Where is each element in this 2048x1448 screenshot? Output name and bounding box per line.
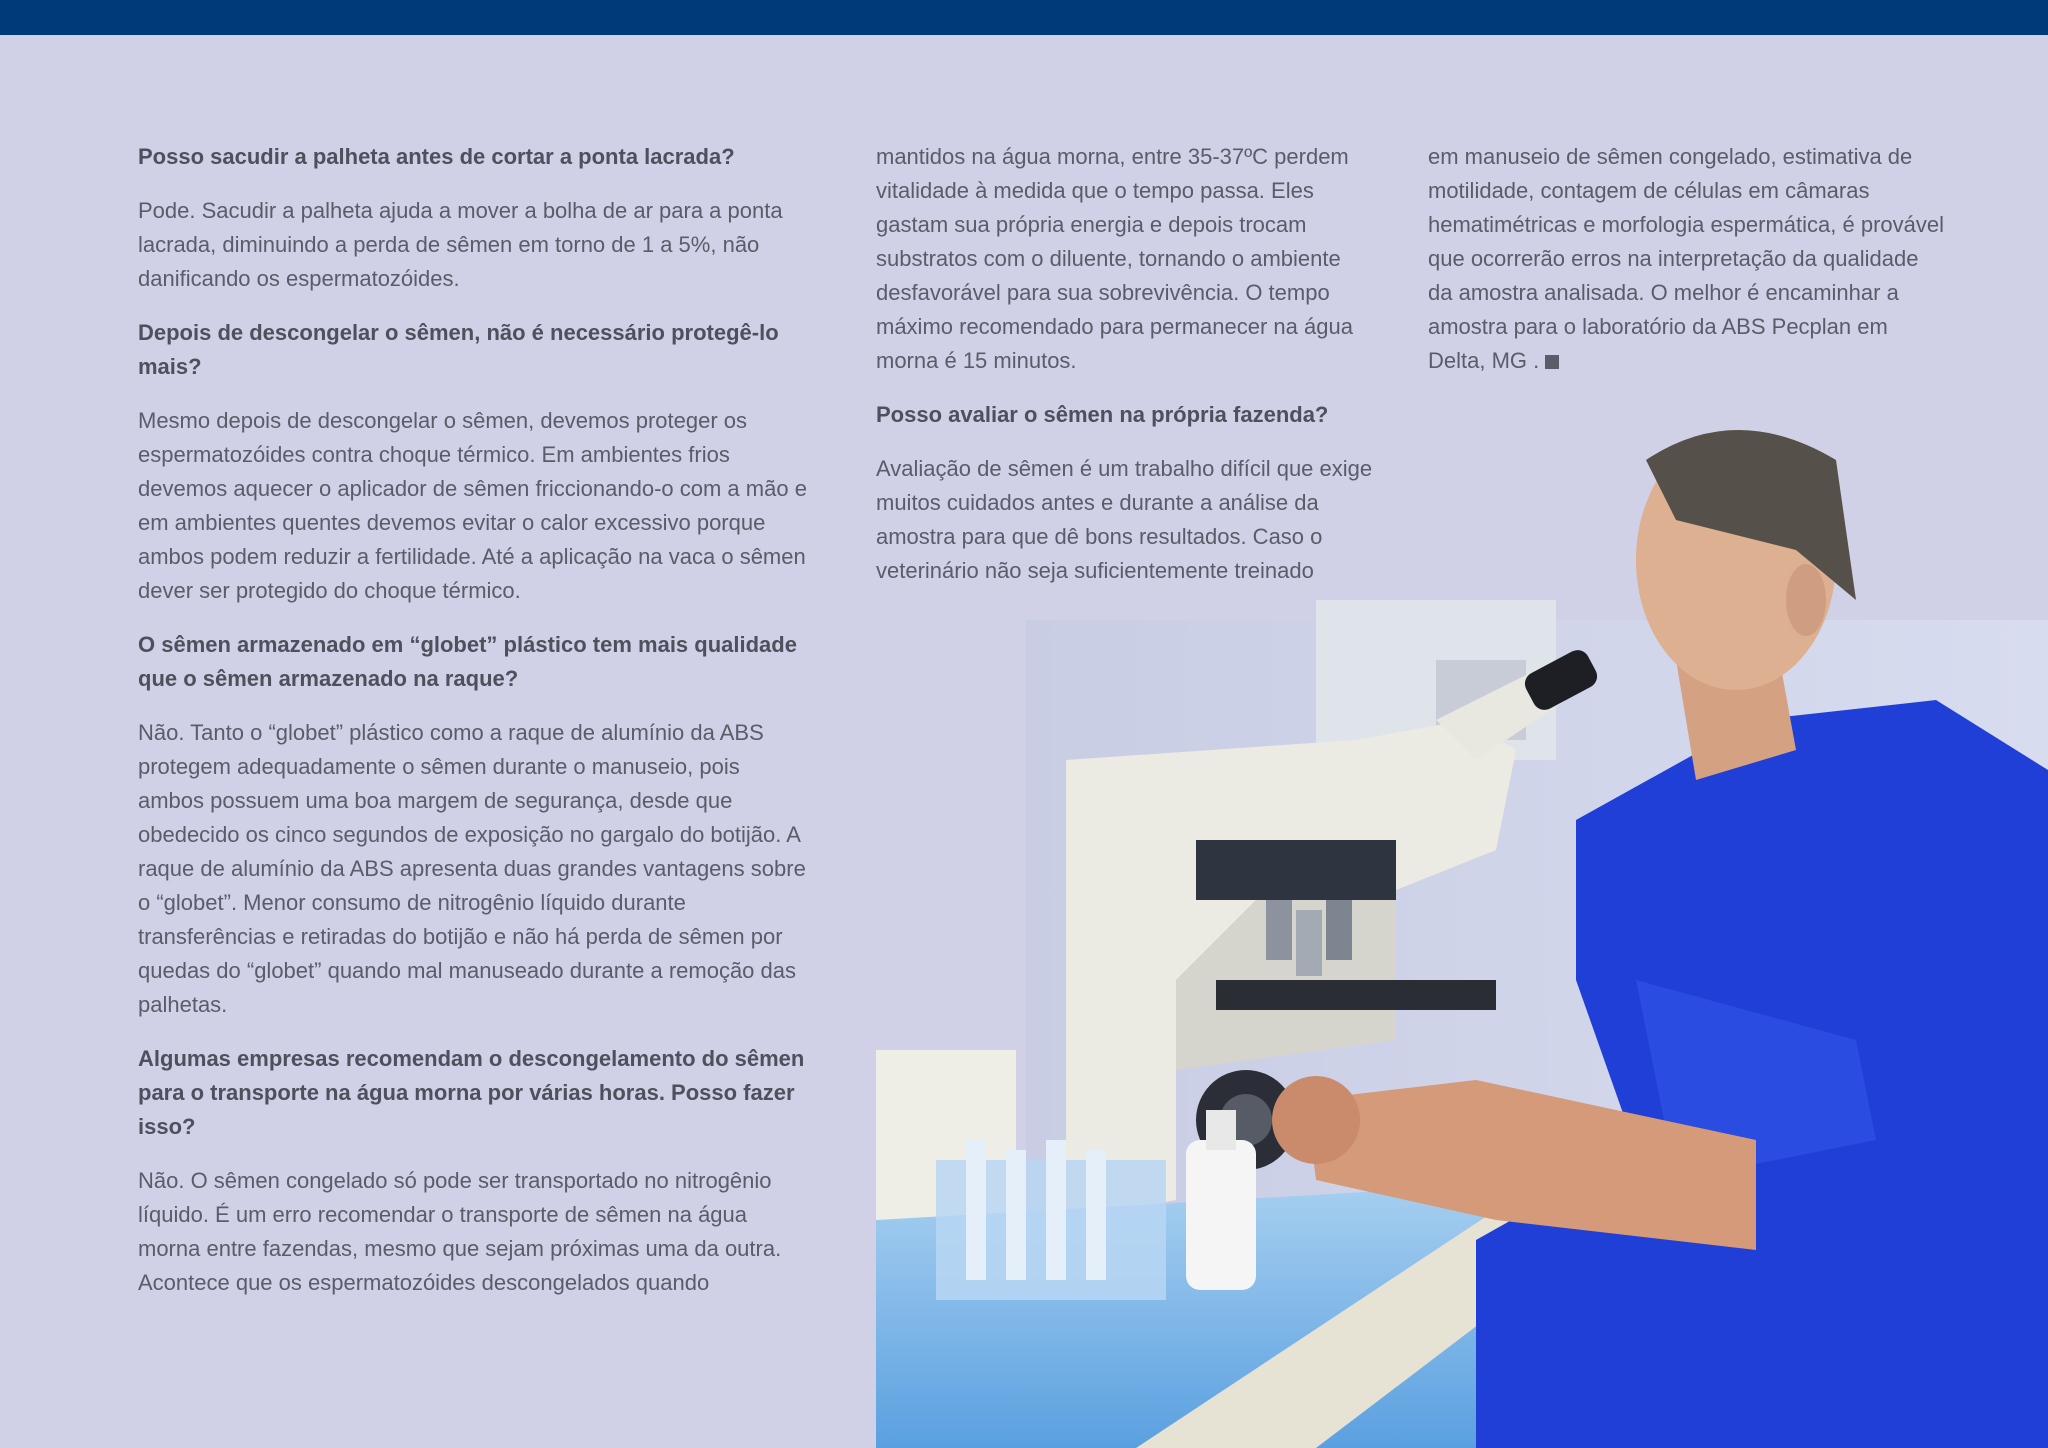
text-column-1 bbox=[138, 140, 810, 1320]
end-of-article-mark bbox=[1545, 355, 1559, 369]
question-heading bbox=[138, 628, 810, 696]
answer-paragraph bbox=[1428, 140, 1948, 378]
paragraph-text: Mesmo depois de descongelar o sêmen, devemos proteger os espermatozóides contra choque térmico. Em ambientes frios devemos aquecer o aplicador de sêmen friccionando-o com a mão e em ambientes quentes devemos evitar o calor excessivo porque ambos podem reduzir a fertilidade. Até a aplicação na vaca o sêmen dever ser protegido do choque térmico. bbox=[138, 408, 807, 603]
question-heading bbox=[138, 1042, 810, 1144]
answer-paragraph bbox=[876, 140, 1376, 378]
answer-paragraph bbox=[138, 404, 810, 608]
question-heading bbox=[138, 140, 810, 174]
paragraph-text: Algumas empresas recomendam o descongelamento do sêmen para o transporte na água morna por várias horas. Posso fazer isso? bbox=[138, 1046, 805, 1139]
paragraph-text: Depois de descongelar o sêmen, não é necessário protegê-lo mais? bbox=[138, 320, 779, 379]
paragraph-text: O sêmen armazenado em “globet” plástico tem mais qualidade que o sêmen armazenado na raque? bbox=[138, 632, 797, 691]
lab-microscope-photo bbox=[876, 420, 2048, 1448]
question-heading bbox=[138, 316, 810, 384]
paragraph-text: Avaliação de sêmen é um trabalho difícil que exige muitos cuidados antes e durante a análise da amostra para que dê bons resultados. Caso o veterinário não seja suficientemente treinado bbox=[876, 456, 1373, 583]
paragraph-text: Posso sacudir a palheta antes de cortar a ponta lacrada? bbox=[138, 144, 735, 169]
answer-paragraph bbox=[138, 716, 810, 1022]
paragraph-text: Posso avaliar o sêmen na própria fazenda? bbox=[876, 402, 1329, 427]
paragraph-text: Não. Tanto o “globet” plástico como a raque de alumínio da ABS protegem adequadamente o sêmen durante o manuseio, pois ambos possuem uma boa margem de segurança, desde que obedecido os cinco segundos de exposição no gargalo do botijão. A raque de alumínio da ABS apresenta duas grandes vantagens sobre o “globet”. Menor consumo de nitrogênio líquido durante transferências e retiradas do botijão e não há perda de sêmen por quedas do “globet” quando mal manuseado durante a remoção das palhetas. bbox=[138, 720, 806, 1017]
paragraph-text: Pode. Sacudir a palheta ajuda a mover a bolha de ar para a ponta lacrada, diminuindo a perda de sêmen em torno de 1 a 5%, não danificando os espermatozóides. bbox=[138, 198, 783, 291]
text-column-3 bbox=[1428, 140, 1948, 398]
paragraph-text: mantidos na água morna, entre 35-37ºC perdem vitalidade à medida que o tempo passa. Eles gastam sua própria energia e depois trocam substratos com o diluente, tornando o ambiente desfavorável para sua sobrevivência. O tempo máximo recomendado para permanecer na água morna é 15 minutos. bbox=[876, 144, 1353, 373]
paragraph-text: Não. O sêmen congelado só pode ser transportado no nitrogênio líquido. É um erro recomendar o transporte de sêmen na água morna entre fazendas, mesmo que sejam próximas uma da outra. Acontece que os espermatozóides descongelados quando bbox=[138, 1168, 782, 1295]
answer-paragraph bbox=[138, 194, 810, 296]
answer-paragraph bbox=[138, 1164, 810, 1300]
paragraph-text: em manuseio de sêmen congelado, estimativa de motilidade, contagem de células em câmaras hematimétricas e morfologia espermática, é provável que ocorrerão erros na interpretação da qualidade da amostra analisada. O melhor é encaminhar a amostra para o laboratório da ABS Pecplan em Delta, MG . bbox=[1428, 144, 1945, 373]
top-bar bbox=[0, 0, 2048, 35]
